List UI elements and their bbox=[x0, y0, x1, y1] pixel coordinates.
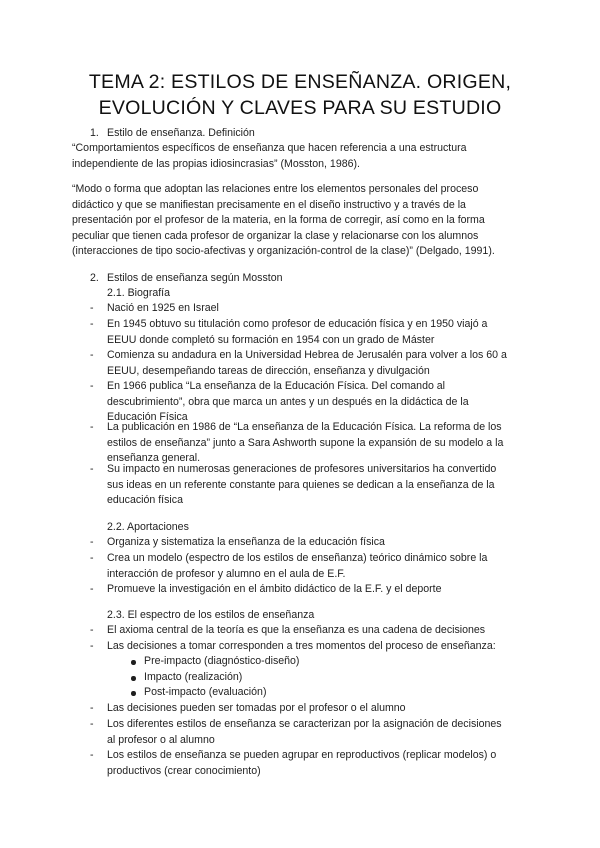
subsection-biografia-heading: 2.1. Biografía bbox=[107, 287, 171, 299]
list-item bbox=[107, 317, 527, 348]
list-item bbox=[107, 551, 527, 582]
list-item bbox=[107, 462, 527, 509]
list-item bbox=[107, 535, 527, 551]
quote-line: (interacciones de tipo socio-afectivas y organización-control de la clase)” (Delgado, 1991). bbox=[72, 245, 495, 258]
list-item-line: productivos (crear conocimiento) bbox=[107, 764, 261, 777]
page-title bbox=[60, 69, 540, 121]
list-item bbox=[107, 701, 527, 717]
list-item-line: Promueve la investigación en el ámbito didáctico de la E.F. y el deporte bbox=[107, 583, 442, 595]
bullet-dash: - bbox=[90, 583, 94, 595]
list-item-line: al profesor o al alumno bbox=[107, 733, 215, 746]
list-item-line: estilos de enseñanza” junto a Sara Ashworth supone la expansión de su modelo a la bbox=[107, 436, 504, 449]
list-item-line: Los diferentes estilos de enseñanza se caracterizan por la asignación de decisiones bbox=[107, 718, 502, 730]
bullet-dash: - bbox=[90, 702, 94, 714]
quote-line: “Comportamientos específicos de enseñanza que hacen referencia a una estructura bbox=[72, 142, 467, 154]
list-item-line: El axioma central de la teoría es que la enseñanza es una cadena de decisiones bbox=[107, 624, 486, 636]
section-2-number: 2. bbox=[90, 272, 99, 284]
list-item-line: Organiza y sistematiza la enseñanza de la educación física bbox=[107, 536, 385, 548]
bullet-dash: - bbox=[90, 463, 94, 475]
list-item-line: Comienza su andadura en la Universidad Hebrea de Jerusalén para volver a los 60 a bbox=[107, 349, 507, 361]
bullet-dash: - bbox=[90, 640, 94, 652]
bullet-dash: - bbox=[90, 349, 94, 361]
list-item bbox=[107, 748, 527, 779]
list-item-line: interacción de profesor y alumno en el aula de E.F. bbox=[107, 567, 346, 580]
list-item bbox=[107, 717, 527, 748]
list-item-line: educación física bbox=[107, 494, 183, 507]
bullet-dot bbox=[131, 660, 136, 665]
list-item-line: EEUU donde completó su formación en 1954 con un grado de Máster bbox=[107, 333, 435, 346]
definition-quote-mosston bbox=[72, 141, 532, 172]
list-item-line: Crea un modelo (espectro de los estilos de enseñanza) teórico dinámico sobre la bbox=[107, 552, 488, 564]
list-item-line: Nació en 1925 en Israel bbox=[107, 302, 219, 314]
moment-item: Pre-impacto (diagnóstico-diseño) bbox=[144, 655, 300, 667]
list-item-line: En 1966 publica “La enseñanza de la Educación Física. Del comando al bbox=[107, 380, 446, 392]
quote-line: independiente de las propias idiosincrasias” (Mosston, 1986). bbox=[72, 157, 360, 170]
list-item bbox=[107, 623, 527, 639]
list-item-line: Las decisiones a tomar corresponden a tres momentos del proceso de enseñanza: bbox=[107, 640, 496, 652]
bullet-dash: - bbox=[90, 552, 94, 564]
list-item-line: descubrimiento”, obra que marca un antes y un después en la didáctica de la bbox=[107, 395, 469, 408]
list-item bbox=[107, 420, 527, 467]
quote-line: didáctico y que se manifiestan precisamente en el diseño instructivo y a través de la bbox=[72, 198, 466, 211]
list-item bbox=[107, 379, 527, 426]
bullet-dash: - bbox=[90, 718, 94, 730]
section-2-heading: Estilos de enseñanza según Mosston bbox=[107, 272, 283, 284]
list-item bbox=[107, 582, 527, 598]
list-item-line: sus ideas en un referente constante para quienes se dedican a la enseñanza de la bbox=[107, 478, 495, 491]
bullet-dot bbox=[131, 676, 136, 681]
list-item-line: La publicación en 1986 de “La enseñanza de la Educación Física. La reforma de los bbox=[107, 421, 502, 433]
list-item-line: En 1945 obtuvo su titulación como profesor de educación física y en 1950 viajó a bbox=[107, 318, 488, 330]
bullet-dash: - bbox=[90, 380, 94, 392]
bullet-dash: - bbox=[90, 624, 94, 636]
list-item-line: Su impacto en numerosas generaciones de profesores universitarios ha convertido bbox=[107, 463, 497, 475]
list-item bbox=[107, 301, 527, 317]
bullet-dash: - bbox=[90, 536, 94, 548]
list-item-line: enseñanza general. bbox=[107, 452, 201, 465]
quote-line: “Modo o forma que adoptan las relaciones entre los elementos personales del proceso bbox=[72, 183, 479, 195]
moment-item: Impacto (realización) bbox=[144, 671, 243, 683]
definition-quote-delgado bbox=[72, 182, 532, 260]
subsection-aportaciones-heading: 2.2. Aportaciones bbox=[107, 521, 189, 533]
list-item bbox=[107, 639, 527, 655]
moment-item: Post-impacto (evaluación) bbox=[144, 686, 267, 698]
bullet-dash: - bbox=[90, 749, 94, 761]
section-1-heading: Estilo de enseñanza. Definición bbox=[107, 127, 255, 139]
list-item bbox=[107, 348, 527, 379]
subsection-espectro-heading: 2.3. El espectro de los estilos de enseñanza bbox=[107, 609, 315, 621]
bullet-dash: - bbox=[90, 318, 94, 330]
title-line-1: TEMA 2: ESTILOS DE ENSEÑANZA. ORIGEN, bbox=[88, 71, 512, 93]
quote-line: presentación por el profesor de la materia, en la forma de corregir, así como en la forma bbox=[72, 214, 485, 227]
list-item-line: EEUU, desempeñando tareas de dirección, enseñanza y divulgación bbox=[107, 364, 430, 377]
bullet-dash: - bbox=[90, 302, 94, 314]
section-1-number: 1. bbox=[90, 127, 99, 139]
list-item-line: Educación Física bbox=[107, 411, 188, 424]
list-item-line: Las decisiones pueden ser tomadas por el profesor o el alumno bbox=[107, 702, 406, 714]
quote-line: peculiar que tienen cada profesor de organizar la clase y relacionarse con los alumnos bbox=[72, 229, 479, 242]
bullet-dash: - bbox=[90, 421, 94, 433]
title-line-2: EVOLUCIÓN Y CLAVES PARA SU ESTUDIO bbox=[98, 97, 502, 119]
bullet-dot bbox=[131, 691, 136, 696]
list-item-line: Los estilos de enseñanza se pueden agrupar en reproductivos (replicar modelos) o bbox=[107, 749, 497, 761]
